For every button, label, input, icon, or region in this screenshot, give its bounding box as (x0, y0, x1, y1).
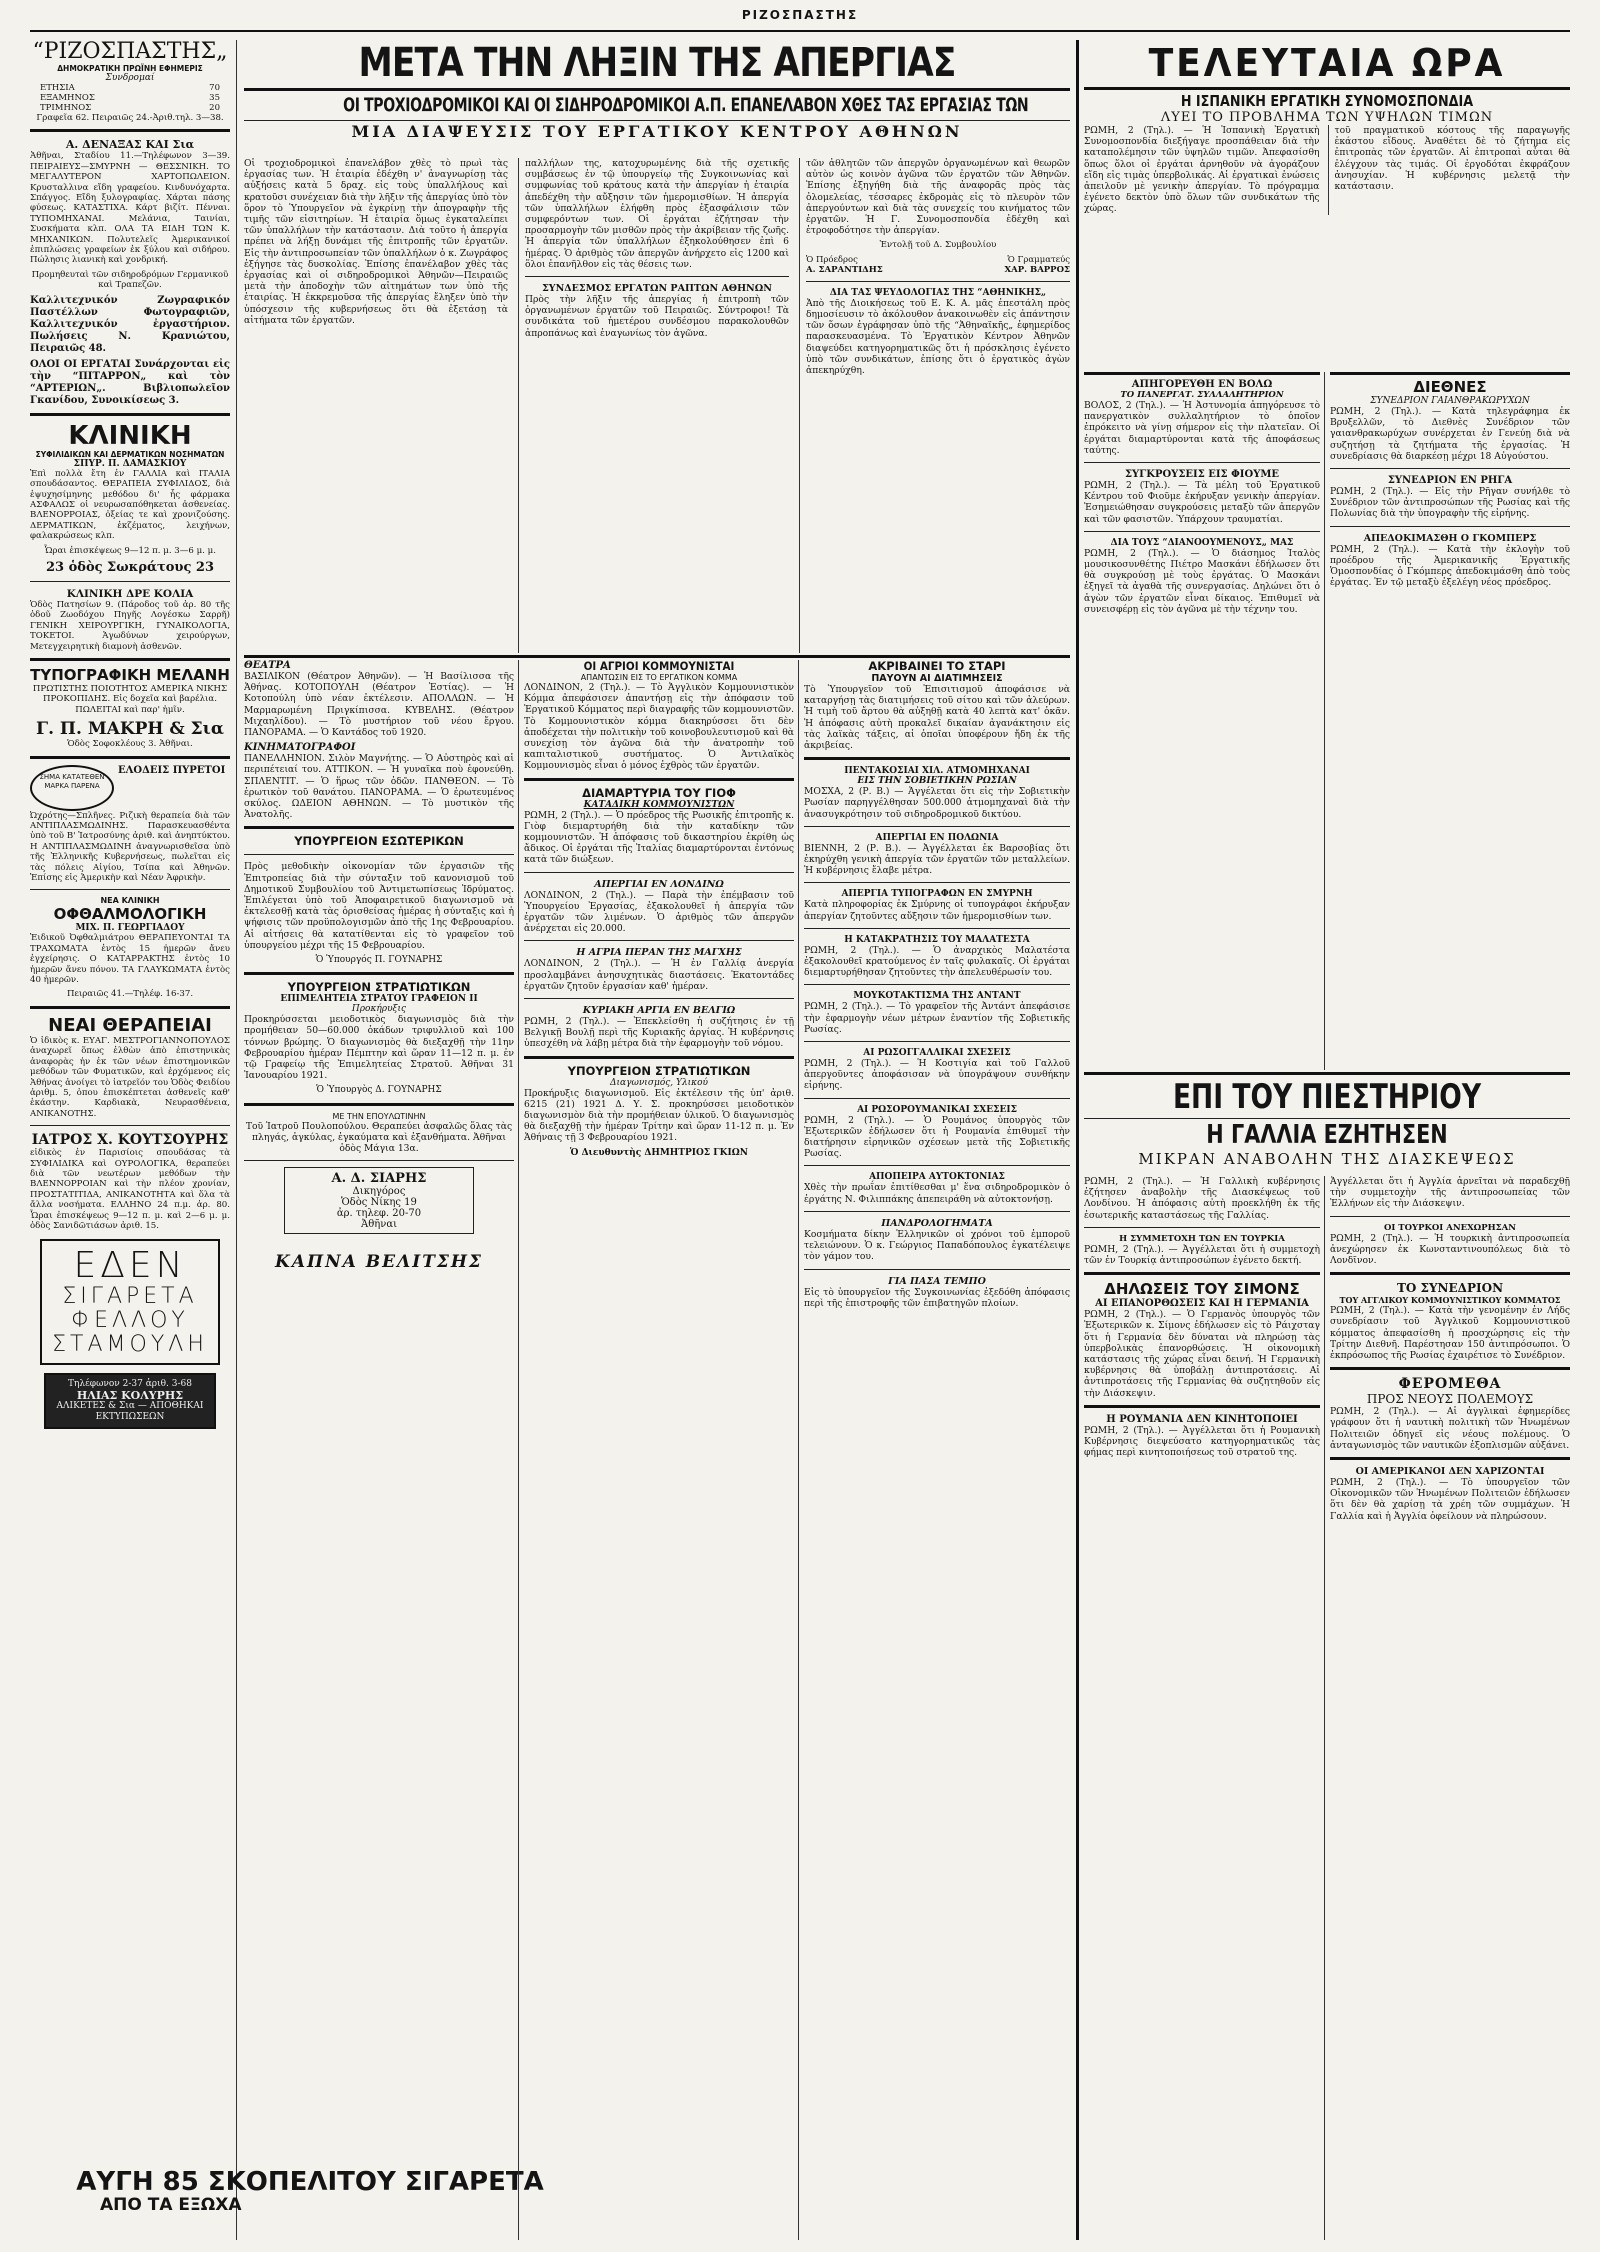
gyof-text: ΡΩΜΗ, 2 (Τηλ.). — Ὁ πρόεδρος τῆς Ρωσικῆς ἐπιτροπῆς κ. Γιὸφ διεμαρτυρήθη διὰ τὴν καταδίκην τῶν κομμουνιστῶν. Ἡ ἀπόφασις τοῦ δικαστηρίου ἐκρίθη ὡς ἄδικος. Οἱ ἐργάται τῆς Ἰταλίας διαμαρτύρονται ἐντόνως κατὰ τῶν διώξεων. (524, 809, 794, 866)
russo-romanian-head: ΑΙ ΡΩΣΟΡΟΥΜΑΝΙΚΑΙ ΣΧΕΣΕΙΣ (857, 1104, 1017, 1115)
poland-strikes-text: ΒΙΕΝΝΗ, 2 (Ρ. Β.). — Ἀγγέλλεται ἐκ Βαρσοβίας ὅτι ἐκηρύχθη γενικὴ ἀπεργία τῶν ἐργατῶν τῶν μεταλλείων. Ἡ κυβέρνησις ἔλαβε μέτρα. (804, 842, 1070, 877)
clinic-doctor: ΣΠΥΡ. Π. ΔΑΜΑΣΚΙΟΥ (73, 458, 187, 469)
new-therapies-text: Ὁ ἰδικὸς κ. ΕΥΑΓ. ΜΕΣΤΡΟΓΙΑΝΝΟΠΟΥΛΟΣ ἀναχωρεῖ ὅπως ἐλθὼν ἀπὸ ἐπιστηνικὰς ἀναφορὰς ἡν ἐκ τῶν νέων ἐπιστημονικῶν μεθόδων τῶν Φυματικῶν, καὶ ἐρχόμενος εἰς Ἀθήνας ἀνοίγει τὸ ἰατρεῖόν του Ὁδὸς Φειδίου ἀριθμ. 5, ὁπου ἐπισκέπτεται ἀσθενεῖς καθ' ἑκάστην. Καρδιακὰ, Νευρασθένεια, ΑΝΙΚΑΝΟΤΗΣ. (30, 1035, 230, 1119)
column-rule-major (1076, 40, 1079, 2240)
last-hour-head: ΤΕΛΕΥΤΑΙΑ ΩΡΑ (1148, 41, 1506, 85)
fever-title: ΕΛΟΔΕΙΣ ΠΥΡΕΤΟΙ (118, 764, 226, 776)
intellectuals-text: ΡΩΜΗ, 2 (Τηλ.). — Ὁ διάσημος Ἰταλὸς μουσικοσυνθέτης Πιέτρο Μασκάνι ἐδήλωσεν ὅτι θὰ συγκρούσῃ μὲ τοὺς ἐργάτας. Ὁ Μασκάνι ἐξηγεῖ τὰ ἀγαθὰ τῆς συνεργασίας. Δηλώνει ὅτι ὁ ἀγὼν τῶν ἐργατῶν εἶναι δίκαιος. Ἐπιθυμεῖ νὰ συνεισφέρῃ εἰς τὸν ἀγῶνα μὲ τὴν τέχνην του. (1084, 547, 1320, 615)
center-col-b (524, 660, 794, 2160)
subscriptions-label: Συνδρομαί (105, 73, 155, 83)
france-requested-text: ΡΩΜΗ, 2 (Τηλ.). — Ἡ Γαλλικὴ κυβέρνησις ἐζήτησεν ἀναβολὴν τῆς Διασκέψεως τοῦ Λονδίνου. Ἡ ἀπόφασις αὐτὴ προεκλήθη ἐκ τῆς ἐσωτερικῆς καταστάσεως τῆς Γαλλίας. (1084, 1176, 1320, 1221)
eden-cigarette-ad (40, 1239, 220, 1365)
aygi-subtitle: ΑΠΟ ΤΑ ΕΞΩΧΑ (100, 2195, 242, 2215)
ad-denaxas-title: Α. ΔΕΝΑΞΑΣ ΚΑΙ Σια (65, 138, 195, 152)
new-therapies-title: ΝΕΑΙ ΘΕΡΑΠΕΙΑΙ (48, 1014, 212, 1036)
spain-union-head: Η ΙΣΠΑΝΙΚΗ ΕΡΓΑΤΙΚΗ ΣΥΝΟΜΟΣΠΟΝΔΙΑ (1180, 92, 1474, 110)
tailors-union-head: ΣΥΝΔΕΣΜΟΣ ΕΡΓΑΤΩΝ ΡΑΠΤΩΝ ΑΘΗΝΩΝ (542, 283, 772, 295)
subscription-row: ΕΞΑΜΗΝΟΣ 35 (40, 93, 220, 103)
spain-union-sub: ΛΥΕΙ ΤΟ ΠΡΟΒΛΗΜΑ ΤΩΝ ΥΨΗΛΩΝ ΤΙΜΩΝ (1160, 110, 1494, 125)
eye-clinic-address: Πειραιῶς 41.—Τηλέφ. 16-37. (66, 989, 194, 1000)
suicide-attempt-text: Χθὲς τὴν πρωΐαν ἐπιτίθεσθαι μ' ἕνα σιδηροδρομικὸν ὁ ἐργάτης Ν. Φιλιππάκης ἀπεπειράθη νὰ αὐτοκτονήσῃ. (804, 1182, 1070, 1205)
interior-ministry-text: Πρὸς μεθοδικὴν οἰκονομίαν τῶν ἐργασιῶν τῆς Ἐπιτροπείας διὰ τὴν σύνταξιν τοῦ κανονισμοῦ τοῦ Δημοτικοῦ Συμβουλίου τοῦ Ἀντιμετωπίσεως Ἰδρύματος. Ἐπιλέγεται ὑπὸ τοῦ Ἀποφαιρετικοῦ διαγωνισμοῦ νὰ ἐκτελεσθῇ κατὰ τὰς ὁρισθείσας ἡμέρας ἡ σύνταξις καὶ ἡ ψήφισις τῶν προϋπολογισμῶν ἀπὸ τῆς 1ης Φεβρουαρίου. Αἱ αἰτήσεις θὰ κατατίθενται εἰς τὸ γραφεῖον τοῦ ὑπουργείου μέχρι τῆς 15 Φεβρουαρίου. (244, 861, 514, 951)
right-col-a (1084, 372, 1320, 1070)
simons-text: ΡΩΜΗ, 2 (Τηλ.). — Ὁ Γερμανὸς ὑπουργὸς τῶν Ἐξωτερικῶν κ. Σίμονς ἐδήλωσεν εἰς τὸ Ράιχσταγ ὅτι ἡ Γερμανία δὲν δύναται νὰ πληρώσῃ τὰς ὑπερβολικὰς ἐπανορθώσεις. Ἡ οἰκονομικὴ κατάστασις τῆς χώρας εἶναι δεινή. Ἡ Γερμανικὴ κυβέρνησις θὰ ὑποβάλῃ ἀντιπροτάσεις. Αἱ ἀντιπροτάσεις τῆς Γερμανίας θὰ συζητηθοῦν εἰς τὴν Διάσκεψιν. (1084, 1309, 1320, 1399)
poland-strikes-head: ΑΠΕΡΓΙΑΙ ΕΝ ΠΟΛΩΝΙΑ (875, 832, 999, 843)
kolyris-name: ΗΛΙΑΣ ΚΟΛΥΡΗΣ (76, 1389, 184, 1403)
diethnes-sub: ΣΥΝΕΔΡΙΟΝ ΓΑΙΑΝΘΡΑΚΩΡΥΧΩΝ (1370, 396, 1530, 406)
romania-head: Η ΡΟΥΜΑΝΙΑ ΔΕΝ ΚΙΝΗΤΟΠΟΙΕΙ (1106, 1413, 1298, 1425)
agrioi-sub: ΑΠΑΝΤΩΣΙΝ ΕΙΣ ΤΟ ΕΡΓΑΤΙΚΟΝ ΚΟΜΜΑ (580, 673, 738, 682)
army2-head: ΥΠΟΥΡΓΕΙΟΝ ΣΤΡΑΤΙΩΤΙΚΩΝ (567, 1063, 751, 1078)
paper-address: Γραφεῖα 62. Πειραιῶς 24.-Ἀριθ.τηλ. 3—38. (36, 113, 224, 123)
main-story (244, 158, 1070, 653)
eye-clinic-title: ΟΦΘΑΛΜΟΛΟΓΙΚΗ (53, 905, 207, 924)
simons-sub: ΑΙ ΕΠΑΝΟΡΘΩΣΕΙΣ ΚΑΙ Η ΓΕΡΜΑΝΙΑ (1095, 1298, 1309, 1310)
column-rule (236, 40, 237, 2240)
main-headline-block (244, 40, 1070, 141)
main-story-text: Οἱ τροχιοδρομικοὶ ἐπανελάβον χθὲς τὸ πρωὶ τὰς ἐργασίας των. Ἡ ἑταιρία ἐδέχθη ν' ἀναγνωρίσῃ τὰς αὐξήσεις κατὰ 5 δραχ. εἰς τοὺς ὑπαλλήλους καὶ κρατοῦσι συνέχειαν διὰ τὴν λῆξιν τῆς ἀπεργίας ὑπὸ τὸν ὅρον τὸ Ὑπουργεῖον νὰ ἐγκρίνῃ τὴν ἀπογραφὴν τῆς τιμῆς τῶν εἰσιτηρίων. Ἡ ἑταιρία ὅμως ἐγκαταλείπει τῶν ὑπαλλήλων τὴν κατάστασιν. Διὰ τοῦτο ἡ ἀπεργία πρέπει νὰ λήξῃ δυνάμει τῆς ἐπιτροπῆς τῶν ἐργατῶν. Εἰς τὴν ἀντιπροσωπείαν τῶν ὑπαλλήλων ὁ κ. Ζωγράφος ἐξήγησε τὰς δυσκολίας. Ἐπίσης ἐπανέλαβον χθὲς τὰς ἐργασίας καὶ οἱ σιδηροδρομικοὶ Ἀθηνῶν—Πειραιῶς μετὰ τὴν ἀποδοχὴν τῶν αἰτημάτων των ὑπὸ τῆς ἑταιρίας. Ἡ ἐκκρεμοῦσα τῆς ἀπεργίας ἔληξεν ὑπὸ τὴν ὑπόσχεσιν τῆς κυβερνήσεως ὅτι θὰ ἐξετάσῃ τὰ αἰτήματα τῶν ἐργατῶν. (244, 158, 508, 326)
main-story-col-3 (799, 158, 1070, 653)
simons-head: ΔΗΛΩΣΕΙΣ ΤΟΥ ΣΙΜΟΝΣ (1104, 1280, 1300, 1299)
wars-sub: ΠΡΟΣ ΝΕΟΥΣ ΠΟΛΕΜΟΥΣ (1366, 1392, 1534, 1407)
kapna-velitsis: ΚΑΠΝΑ ΒΕΛΙΤΣΗΣ (275, 1252, 483, 1273)
signature-line: Ἐντολῇ τοῦ Δ. Συμβουλίου (879, 240, 997, 251)
signature-titles: Ὁ Πρόεδρος Ὁ Γραμματεύς (806, 254, 1070, 265)
ink-address: Ὁδὸς Σοφοκλέους 3. Ἀθῆναι. (67, 739, 193, 750)
army-ministry-head: ΥΠΟΥΡΓΕΙΟΝ ΣΤΡΑΤΙΩΤΙΚΩΝ (287, 980, 471, 995)
signature-names: Α. ΣΑΡΑΝΤΙΔΗΣ ΧΑΡ. ΒΑΡΡΟΣ (806, 264, 1070, 275)
turks-departed-text: ΡΩΜΗ, 2 (Τηλ.). — Ἡ τουρκικὴ ἀντιπροσωπεία ἀνεχώρησεν ἐκ Κωνσταντινουπόλεως διὰ τὸ Λονδῖνον. (1330, 1232, 1570, 1267)
eye-clinic-doctor: ΜΙΧ. Π. ΓΕΩΡΓΙΑΔΟΥ (75, 923, 185, 934)
americans-text: ΡΩΜΗ, 2 (Τηλ.). — Τὸ ὑπουργεῖον τῶν Οἰκονομικῶν τῶν Ἡνωμένων Πολιτειῶν ἐδήλωσεν ὅτι δὲν θὰ χαρίσῃ τὰ χρέη τῶν συμμάχων. Ἡ Γαλλία καὶ ἡ Ἀγγλία ὀφείλουν νὰ πληρώσουν. (1330, 1477, 1570, 1522)
main-headline: ΜΕΤΑ ΤΗΝ ΛΗΞΙΝ ΤΗΣ ΑΠΕΡΓΙΑΣ (358, 40, 956, 86)
diethnes-head: ΔΙΕΘΝΕΣ (1413, 378, 1487, 396)
right-col-d (1330, 1176, 1570, 2176)
pandrologimata-text: Κοσμήματα δίκην Ἑλληνικῶν οἱ χρόνοι τοῦ ἐμποροῦ τελειώνουν. Ὁ κ. Γεώργιος Παπαδόπουλος ἐγκατέλειψε τὸν γάμον του. (804, 1228, 1070, 1263)
sunday-rest-head: ΚΥΡΙΑΚΗ ΑΡΓΙΑ ΕΝ ΒΕΛΓΙΩ (582, 1005, 736, 1017)
soviet-engines-sub: ΕΙΣ ΤΗΝ ΣΟΒΙΕΤΙΚΗΝ ΡΩΣΙΑΝ (857, 776, 1017, 787)
army2-text: Προκήρυξις διαγωνισμοῦ. Εἰς ἐκτέλεσιν τῆς ὑπ' ἀριθ. 6215 (21) 1921 Δ. Υ. Σ. προκηρύσσει μειοδοτικὸν διαγωνισμὸν διὰ τὴν προμήθειαν ὑλικοῦ. Ὁ διαγωνισμὸς θὰ διεξαχθῇ τὴν ἡμέραν Τρίτην καὶ ὥραν 11-12 π. μ. Ἐν Ἀθήναις τῇ 3 Φεβρουαρίου 1921. (524, 1087, 794, 1144)
army-ministry-sub: ΕΠΙΜΕΛΗΤΕΙΑ ΣΤΡΑΤΟΥ ΓΡΑΦΕΙΟΝ ΙΙ (280, 994, 478, 1005)
fiume-text: ΡΩΜΗ, 2 (Τηλ.). — Τὰ μέλη τοῦ Ἐργατικοῦ Κέντρου τοῦ Φιοῦμε ἐκήρυξαν γενικὴν ἀπεργίαν. Ἐσημειώθησαν συγκρούσεις μεταξὺ τῶν ἀπεργῶν καὶ τῶν φασιστῶν. Ὑπάρχουν τραυματίαι. (1084, 480, 1320, 525)
agrioi-head: ΟΙ ΑΓΡΙΟΙ ΚΟΜΜΟΥΝΙΣΤΑΙ (583, 660, 735, 673)
wheat-text: Τὸ Ὑπουργεῖον τοῦ Ἐπισιτισμοῦ ἀποφάσισε νὰ καταργήσῃ τὰς διατιμήσεις τοῦ σίτου καὶ τῶν ἀλεύρων. Ἡ τιμὴ τοῦ ἄρτου θὰ αὐξηθῇ κατὰ 40 λεπτὰ κατ' ὀκᾶν. Ἡ ἀπόφασις αὐτὴ προκαλεῖ δικαίαν ἀγανάκτησιν εἰς τὰς λαϊκὰς τάξεις, αἱ ὁποῖαι ὑποφέρουν ἤδη ἐκ τῆς ἀκριβείας. (804, 684, 1070, 752)
cinemas-head: ΚΙΝΗΜΑΤΟΓΡΑΦΟΙ (244, 742, 356, 754)
intellectuals-head: ΔΙΑ ΤΟΥΣ “ΔΙΑΝΟΟΥΜΕΝΟΥΣ„ ΜΑΣ (1110, 537, 1294, 548)
cinemas-text: ΠΑΝΕΛΛΗΝΙΟΝ. Σιλὸν Μαγνήτης. — Ὁ Αὐστηρὸς καὶ αἱ περιπέτειαί του. ΑΤΤΙΚΟΝ. — Ἡ γυναῖκα ποὺ ἐφονεύθη. ΣΠΛΕΝΤΙΤ. — Ὁ ἥρως τῶν ὁδῶν. ΠΑΝΘΕΟΝ. — Τὸ ἐρωτικὸν τοῦ θανάτου. ΠΑΝΟΡΑΜΑ. — Ὁ ἐρωτευμένος σκύλος. ΩΔΕΙΟΝ ΑΘΗΝΩΝ. — Τὸ μυστικὸν τῆς Ἀνατολῆς. (244, 753, 514, 821)
army2-sub: Διαγωνισμός, Υλικού (610, 1077, 708, 1088)
ink-seller: Γ. Π. ΜΑΚΡΗ & Σια (36, 719, 224, 740)
manche-head: Η ΑΓΡΙΑ ΠΕΡΑΝ ΤΗΣ ΜΑΓΧΗΣ (576, 947, 742, 959)
interior-ministry-head: ΥΠΟΥΡΓΕΙΟΝ ΕΣΩΤΕΡΙΚΩΝ (294, 834, 464, 849)
siaris-ad (284, 1167, 474, 1234)
diethnes-text: ΡΩΜΗ, 2 (Τηλ.). — Κατὰ τηλεγράφημα ἐκ Βρυξελλῶν, τὸ Διεθνὲς Συνέδριον τῶν γαιανθρακωρύχων συνέρχεται ἐν Γενεύῃ διὰ νὰ συζητήσῃ τὰ ζητήματα τῆς ἐργασίας. Ἡ συνεδρίασις θὰ διαρκέσῃ μέχρι 18 Αὐγούστου. (1330, 406, 1570, 462)
paper-title: “ΡΙΖΟΣΠΑΣΤΗΣ„ (32, 40, 228, 64)
main-story-col-1 (244, 158, 508, 653)
subscription-row: ΕΤΗΣΙΑ 70 (40, 83, 220, 93)
malatesta-text: ΡΩΜΗ, 2 (Τηλ.). — Ὁ ἀναρχικὸς Μαλατέστα ἐξακολουθεῖ κρατούμενος ἐν ταῖς φυλακαῖς. Οἱ ἐργάται διεμαρτυρήθησαν ζητοῦντες τὴν ἀπελευθέρωσίν του. (804, 944, 1070, 979)
siaris-address: Ὁδὸς Νίκης 19 (341, 1197, 417, 1209)
pandrologimata-head: ΠΑΝΔΡΟΛΟΓΗΜΑΤΑ (881, 1217, 993, 1229)
clinic-text: Ἐπὶ πολλὰ ἔτη ἐν ΓΑΛΛΙΑ καὶ ΙΤΑΛΙΑ σπουδάσαντος. ΘΕΡΑΠΕΙΑ ΣΥΦΙΛΙΔΟΣ, διὰ ἑψυχησίμηνης μεθόδου δι' ἧς φάρμακα ΑΣΦΑΛΩΣ οἱ νευρωσαπόθηκεται ἀσθενείας. ΒΛΕΝΟΡΡΟΙΑΣ, ὀξείας τε καὶ χρονιζούσης. ΔΕΡΜΑΤΙΚΩΝ, ἐκζέματος, λειχήνων, φαλακρώσεως κλπ. (30, 468, 230, 542)
paper-subtitle: ΔΗΜΟΚΡΑΤΙΚΗ ΠΡΩΪΝΗ ΕΦΗΜΕΡΙΣ (57, 64, 203, 73)
army2-sign: Ὁ Διευθυντὴς ΔΗΜΗΤΡΙΟΣ ΓΚΙΩΝ (570, 1147, 748, 1158)
army-ministry-text: Προκηρύσσεται μειοδοτικὸς διαγωνισμὸς διὰ τὴν προμήθειαν 50—60.000 ὀκάδων τριφυλλιοῦ καὶ 100 τόννων βρώμης. Ὁ διαγωνισμὸς θὰ διεξαχθῇ τὴν 11ην Φεβρουαρίου ἡμέραν Πέμπτην καὶ ὥραν 11—12 π. μ. ἐν τῷ Γραφείῳ τῆς Ἐπιμελητείας Στρατοῦ. Ἀθῆναι 31 Ἰανουαρίου 1921. (244, 1014, 514, 1082)
london-strikes-text: ΛΟΝΔΙΝΟΝ, 2 (Τηλ.). — Παρὰ τὴν ἐπέμβασιν τοῦ Ὑπουργείου Ἐργασίας, ἐξακολουθεῖ ἡ ἀπεργία τῶν ἐργατῶν τῶν λιμένων. Ὁ ἀριθμὸς τῶν ἀπεργῶν ἀνέρχεται εἰς 20.000. (524, 889, 794, 935)
last-hour-section (1084, 42, 1570, 219)
manche-text: ΛΟΝΔΙΝΟΝ, 2 (Τηλ.). — Ἡ ἐν Γαλλίᾳ ἀνεργία προσλαμβάνει ἀνησυχητικὰς διαστάσεις. Ἐκατοντάδες ἐργατῶν ζητοῦν ἐργασίαν καθ' ἡμέραν. (524, 958, 794, 992)
ink-title: ΤΥΠΟΓΡΑΦΙΚΗ ΜΕΛΑΝΗ (30, 665, 230, 684)
main-deck: ΜΙΑ ΔΙΑΨΕΥΣΙΣ ΤΟΥ ΕΡΓΑΤΙΚΟΥ ΚΕΝΤΡΟΥ ΑΘΗΝΩΝ (351, 122, 963, 141)
aygi-cigarette-ad (30, 2168, 590, 2215)
gyof-sub: ΚΑΤΑΔΙΚΗ ΚΟΜΜΟΥΝΙΣΤΩΝ (583, 799, 735, 810)
france-requested-sub: ΜΙΚΡΑΝ ΑΝΑΒΟΛΗΝ ΤΗΣ ΔΙΑΣΚΕΨΕΩΣ (1138, 1150, 1516, 1168)
eden-line-4: ΣΤΑΜΟΥΛΗ (52, 1332, 208, 1358)
wars-head: ΦΕΡΟΜΕΘΑ (1398, 1376, 1502, 1393)
trademark-stamp: ΣΗΜΑ ΚΑΤΑΤΕΘΕΝ ΜΑΡΚΑ ΠΑΡΕΝΑ (30, 765, 114, 811)
army-ministry-sub2: Προκήρυξις (351, 1004, 407, 1015)
volos-head: ΑΠΗΓΟΡΕΥΘΗ ΕΝ ΒΟΛΩ (1131, 379, 1273, 390)
athinaiki-text: Ἀπὸ τῆς Διοικήσεως τοῦ Ε. Κ. Α. μᾶς ἐπεστάλη πρὸς δημοσίευσιν τὸ ἀκόλουθον ἀνακοινωθὲν εἰς ἀπάντησιν τῶν ὅσων ἐγράφησαν ὑπὸ τῆς “Ἀθηναϊκῆς„ ἐφημερίδος παρασκευασμένα. Τὸ Ἐργατικὸν Κέντρον Ἀθηνῶν διαψεύδει κατηγορηματικῶς ὅτι ἡ πρόσκλησις ἐγένετο ὑπὸ τῶν συνδικάτων, ἐπίσης ὅτι ὁ ἐργατικὸς ἀγὼν ἀπεκηρύχθη. (806, 297, 1070, 377)
tempo-text: Εἰς τὸ ὑπουργεῖον τῆς Συγκοινωνίας ἐξεδόθη ἀπόφασις περὶ τῆς ἐπιστροφῆς τῶν ἐπιβατηγῶν πλοίων. (804, 1286, 1070, 1309)
americans-head: ΟΙ ΑΜΕΡΙΚΑΝΟΙ ΔΕΝ ΧΑΡΙΖΟΝΤΑΙ (1355, 1466, 1545, 1478)
clinic-title: ΚΛΙΝΙΚΗ (68, 420, 192, 451)
kolyris-phone: Τηλέφωνον 2-37 ἀριθ. 3-68 (68, 1379, 192, 1390)
athinaiki-head: ΔΙΑ ΤΑΣ ΨΕΥΔΟΛΟΓΙΑΣ ΤΗΣ “ΑΘΗΝΙΚΗΣ„ (829, 287, 1047, 298)
russo-french-head: ΑΙ ΡΩΣΟΓΓΑΛΛΙΚΑΙ ΣΧΕΣΕΙΣ (863, 1048, 1011, 1059)
soviet-engines-head: ΠΕΝΤΑΚΟΣΙΑΙ ΧΙΛ. ΑΤΜΟΜΗΧΑΝΑΙ (844, 766, 1030, 777)
gompers-head: ΑΠΕΔΟΚΙΜΑΣΘΗ Ο ΓΚΟΜΠΕΡΣ (1363, 532, 1537, 544)
army-ministry-sign: Ὁ Ὑπουργὸς Δ. ΓΟΥΝΑΡΗΣ (316, 1085, 442, 1096)
entente-text: ΡΩΜΗ, 2 (Τηλ.). — Τὸ γραφεῖον τῆς Ἀντάντ ἀπεφάσισε τὴν ἐφαρμογὴν νέων μέτρων ἐναντίον τῆς Σοβιετικῆς Ρωσίας. (804, 1001, 1070, 1035)
center-col-a (244, 660, 514, 2160)
fever-text: Ὠχρότης—Σπλῆνες. Ριζικὴ θεραπεία διὰ τῶν ΑΝΤΙΠΛΑΣΜΩΔΙΝΗΣ. Παρασκευασθέντα ὑπὸ τοῦ Β' Ἰατροσύνης ἀριθ. καὶ ἀνηπτύκτου. Η ΑΝΤΙΠΛΑΣΜΩΔΙΝΗ ἀναγνωρισθεῖσα ὑπὸ τῆς Ἑλληνικῆς Κυβερνήσεως, πωλεῖται εἰς τὰς πόλεις Αἰγίου, Τσίπα καὶ Ἀθηνῶν. Ἐπίσης εἰς Ἀμερικὴν καὶ Νέαν Ἀφρικὴν. (30, 810, 230, 884)
ad-denaxas-text: Ἀθῆναι, Σταδίου 11.—Τηλέφωνον 3—39. ΠΕΙΡΑΙΕΥΣ—ΣΜΥΡΝΗ — ΘΕΣΣΝΙΚΗ. ΤΟ ΜΕΓΑΛΥΤΕΡΟΝ ΧΑΡΤΟΠΩΛΕΙΟΝ. Κρυσταλλινα εἴδη γραφείου. Κινδυνόχαρτα. Σπάγγος. Εἴδη ξυλογραφίας. Χάρται πάσης φύσεως. ΚΑΤΑΣΤΙΧΑ. Κάρτ βιζίτ. Πένναι. ΤΥΠΟΜΗΧΑΝΑΙ. Μελάνια, Ταινίαι, Συσκήματα κλπ. ΟΛΑ ΤΑ ΕΙΔΗ ΤΩΝ Κ. ΜΗΧΑΝΙΚΩΝ. Πολυτελεῖς Ἀμερικανικοί ἐπιπλώσεις γραφείων ἐκ ξύλου καὶ σιδήρου. Πώλησις λιανικὴ καὶ χονδρική. (30, 151, 230, 266)
siaris-city: Ἀθῆναι (361, 1219, 397, 1231)
clinic-hours: Ὧραι ἐπισκέψεως 9—12 π. μ. 3—6 μ. μ. (44, 545, 216, 556)
riga-head: ΣΥΝΕΔΡΙΟΝ ΕΝ ΡΗΓΑ (1387, 475, 1513, 487)
clinic2-text: Ὁδὸς Πατησίων 9. (Πάροδος τοῦ ἀρ. 80 τῆς ὁδοῦ Ζωοδόχου Πηγῆς Λογέσκω Σαρρῆ) ΓΕΝΙΚΗ ΧΕΙΡΟΥΡΓΙΚΗ, ΓΥΝΑΙΚΟΛΟΓΙΑ, ΤΟΚΕΤΟΙ. Ἀγωδύνων χειρούργων, Μετεγχειρητικὴ διαμονὴ ἀσθενῶν. (30, 599, 230, 652)
tempo-head: ΓΙΑ ΠΑΣΑ ΤΕΜΠΟ (888, 1275, 986, 1287)
press-section (1084, 1072, 1570, 1168)
theatres-text: ΒΑΣΙΛΙΚΟΝ (Θέατρον Ἀθηνῶν). — Ἡ Βασίλισσα τῆς Ἀθήνας. ΚΟΤΟΠΟΥΛΗ (Θέατρον Ἑστίας). — Ἡ Κοτοπούλη ὑπὸ νέαν ἐκτέλεσιν. ΑΠΟΛΛΩΝ. — Ἡ Μαρμαρωμένη Πριγκίπισσα. ΚΥΒΕΛΗΣ. (Θέατρον Μιχαηλίδου). — Τὸ μυστήριον τοῦ νέου ἔργου. ΠΑΝΟΡΑΜΑ. — Ὁ Καντάδος τοῦ 1920. (244, 671, 514, 739)
clinic2-title: ΚΛΙΝΙΚΗ ΔΡΕ ΚΟΛΙΑ (66, 587, 194, 600)
turkey-participation-head: Η ΣΥΜΜΕΤΟΧΗ ΤΩΝ ΕΝ ΤΟΥΡΚΙΑ (1119, 1233, 1285, 1244)
press-head: ΕΠΙ ΤΟΥ ΠΙΕΣΤΗΡΙΟΥ (1172, 1077, 1482, 1117)
smyrna-printers-head: ΑΠΕΡΓΙΑ ΤΥΠΟΓΡΑΦΩΝ ΕΝ ΣΜΥΡΝΗ (841, 889, 1033, 900)
epoulotini-text: Τοῦ Ἰατροῦ Πουλοπούλου. Θεραπεύει ἀσφαλῶς ὅλας τὰς πληγάς, ἀγκύλας, ἐγκαύματα καὶ ἐξανθήματα. Ἀθῆναι ὁδὸς Μάγια 13α. (245, 1120, 513, 1155)
eden-line-1: ΕΔΕΝ (73, 1245, 187, 1287)
eden-line-2: ΣΙΓΑΡΕΤΑ (62, 1284, 198, 1310)
volos-text: ΒΟΛΟΣ, 2 (Τηλ.). — Ἡ Ἀστυνομία ἀπηγόρευσε τὸ πανεργατικὸν συλλαλητήριον τὸ ὁποῖον ἐπρόκειτο νὰ γίνῃ σήμερον εἰς τὴν πλατεῖαν. Οἱ ἐργάται διαμαρτύρονται κατὰ τῆς ἀποφάσεως ταύτης. (1084, 400, 1320, 456)
main-story-col-2 (518, 158, 789, 653)
france-requested-text-2: Ἀγγέλλεται ὅτι ἡ Ἀγγλία ἀρνεῖται νὰ παραδεχθῇ τὴν συμμετοχὴν τῆς ἀντιπροσωπείας τῶν Ἐλλήνων εἰς τὴν Διάσκεψιν. (1330, 1176, 1570, 1210)
main-subhead: ΟΙ ΤΡΟΧΙΟΔΡΟΜΙΚΟΙ ΚΑΙ ΟΙ ΣΙΔΗΡΟΔΡΟΜΙΚΟΙ Α.Π. ΕΠΑΝΕΛΑΒΟΝ ΧΘΕΣ ΤΑΣ ΕΡΓΑΣΙΑΣ ΤΩΝ (343, 95, 1029, 116)
gompers-text: ΡΩΜΗ, 2 (Τηλ.). — Κατὰ τὴν ἐκλογὴν τοῦ προέδρου τῆς Ἀμερικανικῆς Ἐργατικῆς Ὁμοσπονδίας ὁ Γκόμπερς ἀπεδοκιμάσθη ἀπὸ τοὺς ἐργάτας. Ἐν τῷ μεταξὺ ἐξελέγη νέος πρόεδρος. (1330, 543, 1570, 589)
congress-text: ΡΩΜΗ, 2 (Τηλ.). — Κατὰ τὴν γενομένην ἐν Λήδς συνεδρίασιν τοῦ Ἀγγλικοῦ Κομμουνιστικοῦ κόμματος ἀπεφασίσθη ἡ προσχώρησις εἰς τὴν Τρίτην Διεθνῆ. Παρέστησαν 150 ἀντιπρόσωποι. Ὁ ἐκπρόσωπος τῆς Ρωσίας ἐχαιρέτισε τὸ Συνέδριον. (1330, 1305, 1570, 1362)
fiume-head: ΣΥΓΚΡΟΥΣΕΙΣ ΕΙΣ ΦΙΟΥΜΕ (1124, 469, 1280, 481)
riga-text: ΡΩΜΗ, 2 (Τηλ.). — Εἰς τὴν Ρῆγαν συνήλθε τὸ Συνέδριον τῶν ἀντιπροσώπων τῆς Ρωσίας καὶ τῆς Πολωνίας διὰ τὴν ὑπογραφὴν τῆς εἰρήνης. (1330, 486, 1570, 520)
france-requested-head: Η ΓΑΛΛΙΑ ΕΖΗΤΗΣΕΝ (1206, 1120, 1448, 1150)
wheat-head: ΑΚΡΙΒΑΙΝΕΙ ΤΟ ΣΤΑΡΙ (868, 660, 1006, 673)
right-col-b (1330, 372, 1570, 1070)
fever-ad (30, 765, 230, 811)
ad-kranioti-text: Καλλιτεχνικόν Ζωγραφικόν Παστέλλων Φωτογραφιῶν, Καλλιτεχνικόν ἐργαστήριον. Πωλήσεις Ν. Κρανιώτου, Πειραιῶς 48. (30, 294, 230, 354)
tailors-union-text: Πρὸς τὴν λῆξιν τῆς ἀπεργίας ἡ ἐπιτροπὴ τῶν ὀργανωμένων ἐργατῶν τοῦ Πειραιῶς. Σύντροφοι! Τὰ συνδικάτα τοῦ ἡμετέρου συνδέσμου παρακολουθῶν ἀπροπάνως καὶ ἐναγωνίως τὸν ἀγῶνα. (525, 294, 789, 339)
center-col-c (804, 660, 1070, 2160)
clinic-address: 23 ὁδὸς Σωκράτους 23 (45, 559, 214, 575)
gyof-head: ΔΙΑΜΑΡΤΥΡΙΑ ΤΟΥ ΓΙΟΦ (582, 785, 736, 800)
left-ads-column (30, 40, 230, 2240)
russo-romanian-text: ΡΩΜΗ, 2 (Τηλ.). — Ὁ Ρουμάνος ὑπουργὸς τῶν Ἐξωτερικῶν ἐδήλωσεν ὅτι ἡ Ρουμανία ἐπιθυμεῖ τὴν διατήρησιν εἰρηνικῶν σχέσεων μετὰ τῆς Σοβιετικῆς Ρωσίας. (804, 1114, 1070, 1160)
eden-line-3: ΦΕΛΛΟΥ (71, 1308, 189, 1334)
top-strip: ΡΙΖΟΣΠΑΣΤΗΣ (30, 8, 1570, 32)
wars-text: ΡΩΜΗ, 2 (Τηλ.). — Αἱ ἀγγλικαὶ ἐφημερίδες γράφουν ὅτι ἡ ναυτικὴ πολιτικὴ τῶν Ἡνωμένων Πολιτειῶν ὁδηγεῖ εἰς νέους πολέμους. Ὁ ἀνταγωνισμὸς τῶν ναυτικῶν ἐξοπλισμῶν αὐξάνει. (1330, 1406, 1570, 1451)
siaris-title: Δικηγόρος (352, 1186, 406, 1198)
ad-workers-text: ΟΛΟΙ ΟΙ ΕΡΓΑΤΑΙ Συνάρχονται εἰς τὴν “ΠΙΤΑΡΡΟΝ„ καὶ τὸν “ΑΡΤΕΡΙΩΝ„. Βιβλιοπωλεῖον Γκανίδου, Συνοικίσεως 3. (30, 358, 230, 406)
doctor-koutsouris-text: εἰδικὸς ἐν Παρισίοις σπουδάσας τὰ ΣΥΦΙΛΙΔΙΚΑ καὶ ΟΥΡΟΛΟΓΙΚΑ, θεραπεύει διὰ τῶν νεωτέρων μεθόδων τὴν ΒΛΕΝΝΟΡΡΟΙΑΝ καὶ τὴν πλέον χρονίαν, ΠΡΟΣΤΑΤΙΤΙΔΑ, ΑΝΙΚΑΝΟΤΗΤΑ καὶ ὅλα τὰ ἄλλα νοσήματα. ΕΛΛΗΝΟ 24 π.μ. ἀρ. 80. Ὧραι ἐπισκέψεως 9—12 π. μ. καὶ 2—6 μ. μ. ὁδὸς Σανιδῶτιάσων ἀριθ. 15. (30, 1148, 230, 1231)
spain-union-text: ΡΩΜΗ, 2 (Τηλ.). — Ἡ Ἰσπανικὴ Ἐργατικὴ Συνομοσπονδία διεξήγαγε προσπάθειαν διὰ τὴν καταπολέμησιν τῶν ὑψηλῶν τιμῶν. Ἀπεφασίσθη ὅπως ὅλοι οἱ ἐργάται ἀρνηθοῦν νὰ ἀγοράζουν εἴδη εἰς τιμὰς ὑπερβολικάς. Αἱ ἐργατικαὶ ἑνώσεις ἀπειλοῦν μὲ γενικὴν ἀπεργίαν. Τὸ πρόγραμμα ἐγένετο δεκτὸν ὑπὸ ὅλων τῶν συνδικάτων τῆς χώρας. (1084, 125, 1320, 215)
turks-departed-head: ΟΙ ΤΟΥΡΚΟΙ ΑΝΕΧΩΡΗΣΑΝ (1383, 1222, 1517, 1233)
turkey-participation-text: ΡΩΜΗ, 2 (Τηλ.). — Ἀγγέλλεται ὅτι ἡ συμμετοχὴ τῶν ἐν Τουρκίᾳ ἀντιπροσώπων ἐγένετο δεκτή. (1084, 1243, 1320, 1267)
soviet-engines-text: ΜΟΣΧΑ, 2 (Ρ. Β.) — Ἀγγέλεται ὅτι εἰς τὴν Σοβιετικὴν Ρωσίαν παρηγγέλθησαν 500.000 ἀτμομηχαναὶ διὰ τὴν ἀνασυγκρότησιν τοῦ σιδηροδρομικοῦ δικτύου. (804, 786, 1070, 820)
main-story-text: τῶν ἀθλητῶν τῶν ἀπεργῶν ὀργανωμένων καὶ θεωρῶν αὐτὸν ὡς κοινὸν ἀγῶνα τῶν ἐργατῶν τῶν Ἀθηνῶν. Ἐπίσης ἐξηγήθη διὰ τῆς ἀναφορᾶς πρὸς τὰς ὀλομελείας, τέσσαρες ἐκδρομὰς εἰς τὸ πλευρὸν τῶν ἀπεργούντων καὶ διὰ τὰς συνεχείς του κινήματος τῶν ἐργατῶν. Ἡ Γ. Συνομοσπονδία ἐδέχθη καὶ ἐτροφοδότησε τὴν ἀπεργίαν. (806, 158, 1070, 237)
clinic-subtitle: ΣΥΦΙΛΙΔΙΚΩΝ ΚΑΙ ΔΕΡΜΑΤΙΚΩΝ ΝΟΣΗΜΑΤΩΝ (35, 449, 225, 459)
ad-suppliers-text: Προμηθευταὶ τῶν σιδηροδρόμων Γερμανικοῦ καὶ Τραπεζῶν. (31, 269, 229, 291)
romania-text: ΡΩΜΗ, 2 (Τηλ.). — Ἀγγέλλεται ὅτι ἡ Ρουμανικὴ Κυβέρνησις διεψεύσατο κατηγορηματικῶς τὰς φήμας περὶ κινητοποιήσεως τοῦ στρατοῦ της. (1084, 1424, 1320, 1459)
entente-head: ΜΟΥΚΟΤΑΚΤΙΣΜΑ ΤΗΣ ΑΝΤΑΝΤ (853, 991, 1021, 1002)
malatesta-head: Η ΚΑΤΑΚΡΑΤΗΣΙΣ ΤΟΥ ΜΑΛΑΤΕΣΤΑ (844, 934, 1030, 945)
subscription-table (30, 83, 230, 113)
london-strikes-head: ΑΠΕΡΓΙΑΙ ΕΝ ΛΟΝΔΙΝΩ (594, 878, 724, 890)
eye-clinic-pre: ΝΕΑ ΚΛΙΝΙΚΗ (100, 896, 160, 906)
ink-text: ΠΡΩΤΙΣΤΗΣ ΠΟΙΟΤΗΤΟΣ ΑΜΕΡΙΚΑ ΝΙΚΗΣ ΠΡΟΚΟΠΙΔΗΣ. Εἰς δοχεῖα καὶ βαρέλια. ΠΩΛΕΙΤΑΙ καὶ παρ' ἡμῖν. (32, 683, 228, 715)
doctor-koutsouris-title: ΙΑΤΡΟΣ Χ. ΚΟΥΤΣΟΥΡΗΣ (31, 1132, 229, 1149)
subscription-row: ΤΡΙΜΗΝΟΣ 20 (40, 103, 220, 113)
theatres-head: ΘΕΑΤΡΑ (244, 660, 291, 671)
spain-union-body (1084, 125, 1570, 219)
wheat-sub: ΠΑΥΟΥΝ ΑΙ ΔΙΑΤΙΜΗΣΕΙΣ (871, 673, 1003, 684)
aygi-title: ΑΥΓΗ 85 ΣΚΟΠΕΛΙΤΟΥ ΣΙΓΑΡΕΤΑ (76, 2167, 544, 2197)
siaris-name: Α. Δ. ΣΙΑΡΗΣ (331, 1171, 427, 1187)
suicide-attempt-head: ΑΠΟΠΕΙΡΑ ΑΥΤΟΚΤΟΝΙΑΣ (869, 1172, 1005, 1183)
epoulotini-pre: ΜΕ ΤΗΝ ΕΠΟΥΛΩΤΙΝΗΝ (332, 1111, 426, 1121)
congress-head: ΤΟ ΣΥΝΕΔΡΙΟΝ (1396, 1281, 1504, 1296)
eye-clinic-text: Ἐιδικοῦ Ὀφθαλμιάτρου ΘΕΡΑΠΕΥΟΝΤΑΙ ΤΑ ΤΡΑΧΩΜΑΤΑ ἐντὸς 15 ἡμερῶν ἄνευ ἐγχείρησις. Ο ΚΑΤΑΡΡΑΚΤΗΣ ἐντὸς 10 ἡμερῶν ἄνευ πόνου. ΤΑ ΓΛΑΥΚΩΜΑΤΑ ἐντὸς 40 ἡμερῶν. (30, 933, 230, 986)
volos-sub: ΤΟ ΠΑΝΕΡΓΑΤ. ΣΥΛΛΑΛΗΤΗΡΙΟΝ (1120, 390, 1284, 400)
kolyris-text: ΑΛΙΚΕΤΕΣ & Σια — ΑΠΟΘΗΚΑΙ ΕΚΤΥΠΩΣΕΩΝ (56, 1401, 204, 1423)
agrioi-text: ΛΟΝΔΙΝΟΝ, 2 (Τηλ.). — Τὸ Ἀγγλικὸν Κομμουνιστικὸν Κόμμα ἀπεφάσισεν ἀπαντήσῃ εἰς τὴν ἀπόφασιν τοῦ Ἐργατικοῦ Κόμματος περὶ διαγραφῆς τῶν κομμουνιστῶν. Τὸ Κομμουνιστικὸν κόμμα διακηρύσσει ὅτι δὲν ἀποδέχεται τὴν πολιτικὴν τοῦ κοινοβουλευτισμοῦ καὶ θὰ συνεχίσῃ τὸν ἀγῶνα διὰ τὴν ἀνατροπὴν τοῦ καπιταλιστικοῦ συστήματος. Ὁ Ἀντιλαϊκὸς Κομμουνισμὸς εἶναι ὁ μόνος ἐχθρὸς τῶν ἐργατῶν. (524, 682, 794, 772)
spain-union-text-2: τοῦ πραγματικοῦ κόστους τῆς παραγωγῆς ἐκάστου εἴδους. Ἀναθέτει δὲ τὸ ζήτημα εἰς ἐπιτροπὰς τῶν ἐργατῶν. Αἱ ἐπιτροπαὶ αὗται θὰ ἐλέγχουν τὰς τιμάς. Οἱ ἐργοδόται ἐκφράζουν ἀνησυχίαν. Ἡ κυβέρνησις μελετᾷ τὴν κατάστασιν. (1328, 125, 1571, 215)
interior-ministry-sign: Ὁ Ὑπουργός Π. ΓΟΥΝΑΡΗΣ (315, 955, 443, 966)
sunday-rest-text: ΡΩΜΗ, 2 (Τηλ.). — Ἐπεκλείσθη ἡ συζήτησις ἐν τῇ Βελγικῇ Βουλῇ περὶ τῆς Κυριακῆς ἀργίας. Ἡ κυβέρνησις ὑπεσχέθη νὰ λάβῃ μέτρα διὰ τὴν ἐφαρμογὴν τοῦ νόμου. (524, 1016, 794, 1050)
siaris-phone: ἀρ. τηλεφ. 20-70 (336, 1208, 422, 1220)
kolyris-ad (44, 1373, 216, 1429)
smyrna-printers-text: Κατὰ πληροφορίας ἐκ Σμύρνης οἱ τυπογράφοι ἐκήρυξαν ἀπεργίαν ζητοῦντες αὔξησιν τῶν ἡμερομισθίων των. (804, 899, 1070, 922)
congress-sub: ΤΟΥ ΑΓΓΛΙΚΟΥ ΚΟΜΜΟΥΝΙΣΤΙΚΟΥ ΚΟΜΜΑΤΟΣ (1339, 1295, 1561, 1306)
right-col-c (1084, 1176, 1320, 2176)
main-story-text: παλλήλων της, κατοχυρωμένης διὰ τῆς σχετικῆς συμβάσεως ἐν τῷ ὑπουργείῳ τῆς Συγκοινωνίας καὶ συμφωνίας τοῦ κράτους κατὰ τὴν ἀπεργίαν ἡ ἑταιρία ἀπεδέχθη τὴν αὔξησιν τῶν ἡμερομισθίων. Ἡ ἀπεργία τῶν ὑπαλλήλων ἐλήφθη πρὸς ἐξασφάλισιν τῶν συμφερόντων των. Οἱ ἐργάται ἐζήτησαν τὴν προσαρμογὴν τῶν μισθῶν πρὸς τὴν ἀκρίβειαν τῆς ζωῆς. Ἡ ἀπεργία τῶν ὑπαλλήλων ἐξηκολούθησεν ἐπὶ 6 ἡμέρας. Ὁ ἀριθμὸς τῶν ἀπεργῶν ἀνήρχετο εἰς 1200 καὶ ὅλοι ἐπανῆλθον εἰς τὰς θέσεις των. (525, 158, 789, 270)
russo-french-text: ΡΩΜΗ, 2 (Τηλ.). — Ἡ Κοστιγία καὶ τοῦ Γαλλοῦ ἀπεργοῦντες ἀποφάσισαν νὰ ὑπογράψουν συνθήκην εἰρήνης. (804, 1058, 1070, 1092)
